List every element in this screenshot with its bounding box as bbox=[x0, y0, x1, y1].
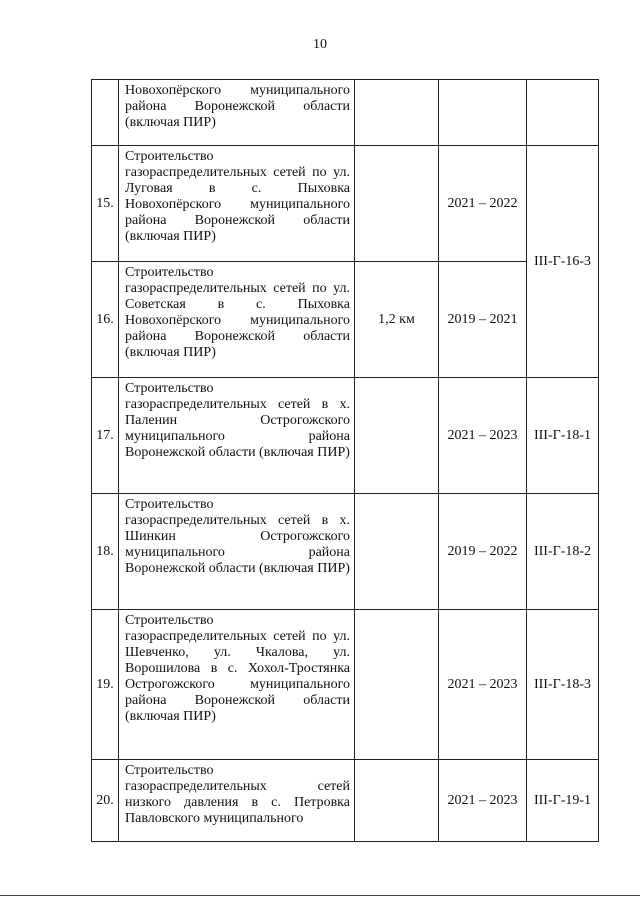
row-period: 2019 – 2021 bbox=[439, 262, 527, 378]
table-row bbox=[92, 760, 599, 842]
row-length: 1,2 км bbox=[355, 262, 439, 378]
table-row bbox=[92, 80, 599, 146]
row-length bbox=[355, 378, 439, 494]
row-period: 2021 – 2023 bbox=[439, 760, 527, 842]
row-description: Строительство газораспределительных сетей в х. Паленин Острогожского муниципального района Воронежской области (включая ПИР) bbox=[119, 378, 355, 494]
page-number: 10 bbox=[313, 37, 327, 52]
row-description: Строительство газораспределительных сетей низкого давления в с. Петровка Павловского муниципального bbox=[119, 760, 355, 842]
row-number bbox=[92, 80, 119, 146]
row-description: Строительство газораспределительных сетей по ул. Луговая в с. Пыховка Новохопёрского муниципального района Воронежской области (включая ПИР) bbox=[119, 146, 355, 262]
row-code: III-Г-19-1 bbox=[527, 760, 599, 842]
table-row bbox=[92, 494, 599, 610]
row-period bbox=[439, 80, 527, 146]
row-period: 2019 – 2022 bbox=[439, 494, 527, 610]
table-row bbox=[92, 262, 599, 378]
row-number: 15. bbox=[92, 146, 119, 262]
row-description: Строительство газораспределительных сетей в х. Шинкин Острогожского муниципального района Воронежской области (включая ПИР) bbox=[119, 494, 355, 610]
projects-table bbox=[91, 79, 599, 842]
row-number: 19. bbox=[92, 610, 119, 760]
row-number: 18. bbox=[92, 494, 119, 610]
row-description: Строительство газораспределительных сетей по ул. Советская в с. Пыховка Новохопёрского муниципального района Воронежской области (включая ПИР) bbox=[119, 262, 355, 378]
row-period: 2021 – 2023 bbox=[439, 610, 527, 760]
table-row bbox=[92, 610, 599, 760]
row-description: Строительство газораспределительных сетей по ул. Шевченко, ул. Чкалова, ул. Ворошилова в с. Хохол-Тростянка Острогожского муниципального района Воронежской области (включая ПИР) bbox=[119, 610, 355, 760]
row-code bbox=[527, 80, 599, 146]
row-code-merged: III-Г-16-3 bbox=[527, 146, 599, 378]
row-length bbox=[355, 146, 439, 262]
row-number: 20. bbox=[92, 760, 119, 842]
row-length bbox=[355, 494, 439, 610]
row-length bbox=[355, 610, 439, 760]
row-code: III-Г-18-3 bbox=[527, 610, 599, 760]
table-row bbox=[92, 146, 599, 262]
row-code: III-Г-18-1 bbox=[527, 378, 599, 494]
table-row bbox=[92, 378, 599, 494]
row-number: 16. bbox=[92, 262, 119, 378]
row-length bbox=[355, 80, 439, 146]
row-code: III-Г-18-2 bbox=[527, 494, 599, 610]
row-description: Новохопёрского муниципального района Воронежской области (включая ПИР) bbox=[119, 80, 355, 146]
row-number: 17. bbox=[92, 378, 119, 494]
scan-edge-line bbox=[0, 895, 640, 896]
row-period: 2021 – 2023 bbox=[439, 378, 527, 494]
row-period: 2021 – 2022 bbox=[439, 146, 527, 262]
row-length bbox=[355, 760, 439, 842]
